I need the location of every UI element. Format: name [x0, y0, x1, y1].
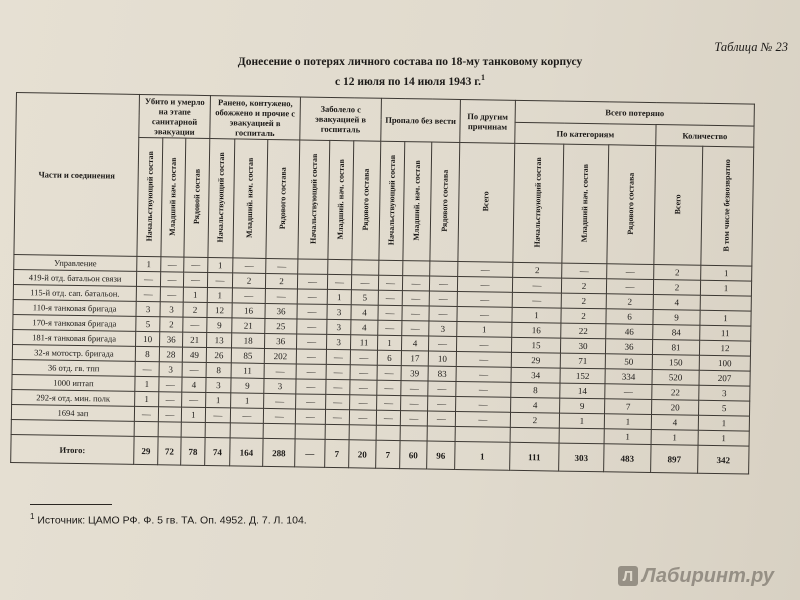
table-cell: —: [233, 258, 266, 274]
table-cell: 10: [136, 331, 160, 346]
table-cell: 4: [351, 320, 378, 335]
table-cell: 17: [401, 351, 428, 366]
table-cell: 334: [605, 369, 652, 385]
table-cell: 1: [183, 287, 207, 302]
table-cell: —: [326, 394, 350, 409]
table-cell: 1: [137, 256, 161, 271]
losses-table: [10, 92, 755, 475]
table-cell: —: [183, 317, 207, 332]
header-total-lost: Всего потеряно: [515, 100, 754, 125]
table-cell: —: [296, 349, 326, 364]
table-cell: —: [376, 410, 400, 425]
table-cell: 2: [183, 302, 207, 317]
header-wounded-junior: Младший. нач. состав: [233, 139, 268, 259]
table-cell: —: [606, 279, 653, 295]
table-cell: 1: [135, 391, 159, 406]
table-cell: 1: [377, 335, 401, 350]
table-cell: [400, 426, 427, 441]
table-cell: —: [456, 351, 511, 367]
unit-name-cell: 1000 иптап: [12, 374, 135, 391]
table-cell: —: [378, 320, 402, 335]
table-cell: 483: [604, 444, 651, 473]
table-cell: 3: [429, 321, 457, 336]
table-cell: —: [296, 394, 326, 409]
table-cell: [430, 261, 458, 276]
header-by-category: По категориям: [515, 122, 656, 146]
table-cell: 50: [605, 354, 652, 370]
table-cell: 8: [511, 382, 560, 398]
table-cell: 1: [512, 307, 561, 323]
table-cell: 8: [206, 363, 231, 378]
table-cell: —: [378, 290, 402, 305]
table-cell: —: [230, 408, 263, 424]
table-cell: —: [134, 406, 158, 421]
table-cell: 28: [159, 347, 182, 362]
table-cell: 29: [134, 436, 158, 464]
table-cell: 20: [349, 440, 376, 468]
table-cell: [263, 423, 295, 439]
table-cell: 4: [651, 415, 698, 431]
table-cell: —: [295, 439, 325, 467]
table-cell: [295, 424, 325, 439]
table-cell: 2: [561, 308, 606, 324]
table-cell: 11: [231, 363, 264, 379]
table-cell: 1: [181, 407, 205, 422]
table-cell: 7: [376, 440, 400, 468]
header-wounded: Ранено, контужено, обожжено и прочие с эвакуацией в госпиталь: [210, 96, 301, 140]
unit-name-cell: 115-й отд. сап. батальон.: [13, 284, 136, 301]
table-cell: 7: [605, 399, 652, 415]
header-quantity: Количество: [656, 124, 754, 147]
table-cell: 6: [377, 350, 401, 365]
table-cell: 2: [160, 317, 183, 332]
table-cell: —: [350, 395, 377, 410]
table-cell: 34: [511, 367, 560, 383]
table-cell: 5: [699, 400, 750, 416]
unit-name-cell: 170-я танковая бригада: [13, 314, 136, 331]
unit-name-cell: Управление: [14, 254, 137, 271]
table-cell: —: [327, 274, 351, 289]
table-cell: —: [265, 288, 297, 304]
table-cell: —: [428, 336, 456, 351]
table-cell: —: [136, 286, 160, 301]
table-cell: —: [349, 410, 376, 425]
table-cell: 3: [136, 301, 160, 316]
table-cell: [205, 423, 230, 438]
table-cell: 96: [427, 441, 455, 469]
table-cell: —: [296, 364, 326, 379]
table-cell: —: [350, 380, 377, 395]
table-cell: 36: [265, 303, 297, 319]
unit-name-cell: Итого:: [11, 434, 134, 464]
header-killed-junior: Младший нач. состав: [161, 138, 186, 257]
table-cell: —: [350, 350, 377, 365]
table-cell: 10: [428, 351, 456, 366]
table-cell: —: [159, 392, 182, 407]
table-cell: —: [135, 361, 159, 376]
table-cell: —: [297, 289, 327, 304]
table-cell: [510, 427, 559, 443]
table-cell: 150: [652, 355, 699, 371]
table-cell: 152: [560, 368, 605, 384]
table-cell: 30: [560, 338, 605, 354]
table-cell: 342: [698, 445, 749, 474]
header-quantity-irrecoverable: В том числе безвозвратно: [701, 146, 754, 266]
table-cell: —: [295, 409, 325, 424]
table-cell: 4: [182, 377, 206, 392]
header-sick-commanders: Начальствующий состав: [298, 140, 330, 259]
header-wounded-rank-file: Рядового состава: [266, 139, 300, 258]
table-cell: —: [455, 411, 510, 427]
footnote: [30, 512, 307, 527]
table-cell: —: [401, 381, 428, 396]
table-cell: 1: [206, 393, 231, 408]
table-cell: 1: [457, 321, 512, 337]
unit-name-cell: 32-я мотостр. бригада: [12, 344, 135, 361]
table-cell: 78: [181, 437, 205, 465]
table-cell: 60: [400, 441, 427, 469]
footnote-mark: 1: [30, 512, 35, 521]
header-killed: Убито и умерло на этапе санитарной эвакуации: [139, 94, 211, 138]
table-cell: 36: [160, 332, 183, 347]
table-cell: 2: [265, 273, 297, 289]
table-cell: 3: [699, 385, 750, 401]
table-title: [150, 55, 670, 90]
table-cell: 2: [510, 412, 559, 428]
unit-name-cell: 419-й отд. батальон связи: [13, 269, 136, 286]
table-cell: 14: [560, 383, 605, 399]
table-cell: 1: [455, 441, 510, 470]
table-cell: 4: [653, 295, 700, 311]
table-cell: 2: [513, 262, 562, 278]
table-cell: —: [429, 291, 457, 306]
table-cell: —: [377, 395, 401, 410]
header-killed-commanders: Начальствующий состав: [137, 137, 163, 256]
table-cell: —: [296, 379, 326, 394]
table-cell: —: [266, 258, 298, 274]
table-cell: —: [297, 319, 327, 334]
table-cell: —: [401, 396, 428, 411]
header-missing-rank-file: Рядового состава: [430, 142, 460, 261]
table-cell: 12: [207, 303, 232, 318]
table-cell: —: [402, 276, 429, 291]
table-cell: 897: [651, 445, 698, 474]
table-cell: 26: [206, 348, 231, 363]
table-cell: —: [263, 408, 295, 424]
table-cell: 1: [698, 430, 749, 446]
table-cell: —: [457, 276, 512, 292]
table-cell: [455, 426, 510, 442]
table-cell: 46: [606, 324, 653, 340]
table-cell: —: [429, 276, 457, 291]
table-cell: 11: [350, 335, 377, 350]
table-cell: 3: [160, 302, 183, 317]
table-cell: —: [184, 257, 208, 272]
table-cell: —: [428, 381, 456, 396]
table-cell: —: [350, 365, 377, 380]
table-cell: [427, 426, 455, 441]
table-cell: 22: [652, 385, 699, 401]
table-cell: 3: [206, 378, 231, 393]
table-cell: —: [378, 275, 402, 290]
table-cell: 1: [701, 265, 752, 281]
header-sick-rank-file: Рядового состава: [352, 141, 381, 260]
header-sick: Заболело с эвакуацией в госпиталь: [300, 97, 382, 141]
table-cell: [403, 261, 430, 276]
table-cell: 303: [559, 443, 604, 472]
table-cell: 520: [652, 370, 699, 386]
unit-name-cell: 110-я танковая бригада: [13, 299, 136, 316]
table-cell: [559, 428, 604, 444]
table-cell: —: [325, 409, 349, 424]
table-cell: [352, 260, 379, 275]
unit-name-cell: 36 отд. гв. тпп: [12, 359, 135, 376]
table-cell: 9: [231, 378, 264, 394]
table-cell: 2: [232, 273, 265, 289]
table-cell: 3: [327, 304, 351, 319]
table-cell: 3: [327, 319, 351, 334]
table-cell: 1: [231, 393, 264, 409]
table-cell: —: [182, 362, 206, 377]
table-cell: 21: [232, 318, 265, 334]
table-cell: 81: [652, 340, 699, 356]
table-cell: —: [402, 291, 429, 306]
header-missing-commanders: Начальствующий состав: [379, 141, 405, 260]
table-cell: —: [159, 377, 182, 392]
unit-name-cell: 1694 зап: [11, 404, 134, 421]
table-cell: —: [326, 379, 350, 394]
title-line-2: с 12 июля по 14 июля 1943 г.$^1$: [334, 73, 485, 88]
table-cell: 288: [263, 438, 295, 466]
table-cell: 1: [651, 430, 698, 446]
table-cell: 1: [700, 310, 751, 326]
table-cell: —: [402, 306, 429, 321]
table-cell: 2: [654, 265, 701, 281]
table-cell: 36: [265, 333, 297, 349]
table-cell: —: [429, 306, 457, 321]
header-total-rank-file: Рядового состава: [607, 145, 656, 265]
table-cell: —: [428, 396, 456, 411]
table-cell: —: [161, 257, 184, 272]
table-cell: —: [160, 272, 183, 287]
labirint-logo-icon: Л: [618, 566, 638, 586]
table-cell: —: [458, 261, 513, 277]
table-cell: 3: [264, 378, 296, 394]
table-cell: —: [264, 363, 296, 379]
header-quantity-total: Всего: [654, 146, 703, 266]
unit-name-cell: 292-я отд. мин. полк: [12, 389, 135, 406]
table-cell: 39: [401, 366, 428, 381]
table-cell: [379, 260, 403, 275]
table-cell: [181, 422, 205, 437]
table-cell: —: [512, 292, 561, 308]
table-cell: 1: [559, 413, 604, 429]
table-cell: 164: [230, 438, 263, 467]
table-cell: —: [377, 365, 401, 380]
table-cell: 100: [699, 355, 750, 371]
watermark: [618, 564, 774, 588]
table-cell: —: [264, 393, 296, 409]
table-cell: 36: [605, 339, 652, 355]
header-parts: Части и соединения: [14, 93, 140, 257]
header-killed-rank-file: Рядовой состав: [184, 138, 210, 257]
header-total-commanders: Начальствующий состав: [513, 143, 564, 263]
title-footnote-mark: 1: [481, 73, 485, 82]
table-cell: 2: [561, 293, 606, 309]
footnote-divider: [30, 504, 112, 505]
table-cell: 3: [326, 334, 350, 349]
table-cell: 74: [205, 438, 230, 466]
table-cell: —: [512, 277, 561, 293]
table-cell: 83: [428, 366, 456, 381]
table-cell: —: [457, 291, 512, 307]
table-cell: 84: [653, 325, 700, 341]
losses-table-wrap: [10, 92, 755, 475]
table-cell: 207: [699, 370, 750, 386]
table-cell: 7: [325, 439, 349, 467]
table-cell: —: [456, 381, 511, 397]
table-cell: 71: [560, 353, 605, 369]
table-cell: —: [158, 407, 181, 422]
table-cell: 1: [135, 376, 159, 391]
header-total-junior: Младший нач. состав: [562, 144, 609, 264]
table-cell: 2: [606, 294, 653, 310]
table-cell: —: [605, 384, 652, 400]
table-cell: 4: [401, 336, 428, 351]
table-cell: 9: [653, 310, 700, 326]
table-cell: 49: [182, 347, 206, 362]
table-cell: —: [232, 288, 265, 304]
header-sick-junior: Младший. нач. состав: [328, 140, 354, 259]
table-cell: 5: [351, 290, 378, 305]
table-cell: 202: [264, 348, 296, 364]
table-cell: 1: [604, 429, 651, 445]
table-cell: 85: [231, 348, 264, 364]
table-cell: 5: [136, 316, 160, 331]
table-cell: 4: [511, 397, 560, 413]
table-cell: —: [205, 408, 230, 423]
table-cell: —: [400, 411, 427, 426]
table-cell: —: [297, 304, 327, 319]
table-cell: [298, 259, 328, 274]
table-cell: —: [377, 380, 401, 395]
table-cell: 2: [561, 278, 606, 294]
table-cell: —: [402, 321, 429, 336]
table-cell: [328, 259, 352, 274]
table-cell: 1: [700, 280, 751, 296]
table-cell: 13: [207, 333, 232, 348]
table-cell: —: [207, 273, 232, 288]
table-cell: —: [457, 306, 512, 322]
header-missing-junior: Младший. нач. состав: [403, 142, 432, 261]
table-cell: —: [351, 275, 378, 290]
header-wounded-commanders: Начальствующий состав: [208, 139, 235, 258]
table-cell: 18: [232, 333, 265, 349]
header-other-total: Всего: [458, 142, 515, 262]
table-cell: 12: [699, 340, 750, 356]
table-cell: —: [607, 264, 654, 280]
table-cell: [158, 422, 181, 437]
table-cell: 22: [561, 323, 606, 339]
table-cell: —: [136, 271, 160, 286]
table-cell: 9: [207, 318, 232, 333]
table-cell: —: [427, 411, 455, 426]
table-cell: —: [456, 366, 511, 382]
table-cell: 111: [510, 442, 559, 471]
table-cell: [134, 421, 158, 436]
table-cell: 72: [158, 437, 181, 465]
table-cell: 1: [208, 258, 233, 273]
title-line-1: Донесение о потерях личного состава по 18-му танковому корпусу: [237, 56, 583, 68]
table-cell: 29: [511, 352, 560, 368]
table-cell: 1: [207, 288, 232, 303]
table-cell: [376, 425, 400, 440]
table-number: Таблица № 23: [714, 40, 788, 54]
table-cell: —: [182, 392, 206, 407]
table-cell: 8: [135, 346, 159, 361]
table-cell: 25: [265, 318, 297, 334]
table-body: [11, 254, 752, 474]
table-cell: 11: [700, 325, 751, 341]
table-cell: [230, 423, 263, 439]
table-cell: 2: [653, 280, 700, 296]
table-cell: —: [562, 263, 607, 279]
table-cell: —: [183, 272, 207, 287]
table-cell: —: [160, 287, 183, 302]
table-cell: —: [456, 336, 511, 352]
unit-name-cell: 181-я танковая бригада: [13, 329, 136, 346]
table-cell: 1: [327, 289, 351, 304]
table-cell: —: [326, 349, 350, 364]
table-cell: 9: [560, 398, 605, 414]
table-cell: —: [378, 305, 402, 320]
table-cell: 16: [512, 322, 561, 338]
header-missing: Пропало без вести: [381, 98, 461, 142]
table-cell: —: [296, 334, 326, 349]
table-cell: 1: [698, 415, 749, 431]
table-cell: 16: [232, 303, 265, 319]
table-cell: 21: [183, 332, 207, 347]
table-cell: 4: [351, 305, 378, 320]
watermark-text: Лабиринт.ру: [641, 564, 774, 587]
table-cell: [700, 295, 751, 311]
header-other: По другим причинам: [460, 99, 516, 143]
table-cell: 6: [606, 309, 653, 325]
table-cell: 20: [652, 400, 699, 416]
table-cell: 15: [511, 337, 560, 353]
footnote-text: Источник: ЦАМО РФ. Ф. 5 гв. ТА. Оп. 4952. Д. 7. Л. 104.: [37, 514, 307, 527]
table-cell: [349, 425, 376, 440]
table-cell: 1: [604, 414, 651, 430]
table-cell: —: [456, 396, 511, 412]
table-cell: [325, 424, 349, 439]
table-cell: —: [326, 364, 350, 379]
table-cell: —: [297, 274, 327, 289]
table-cell: 3: [159, 362, 182, 377]
